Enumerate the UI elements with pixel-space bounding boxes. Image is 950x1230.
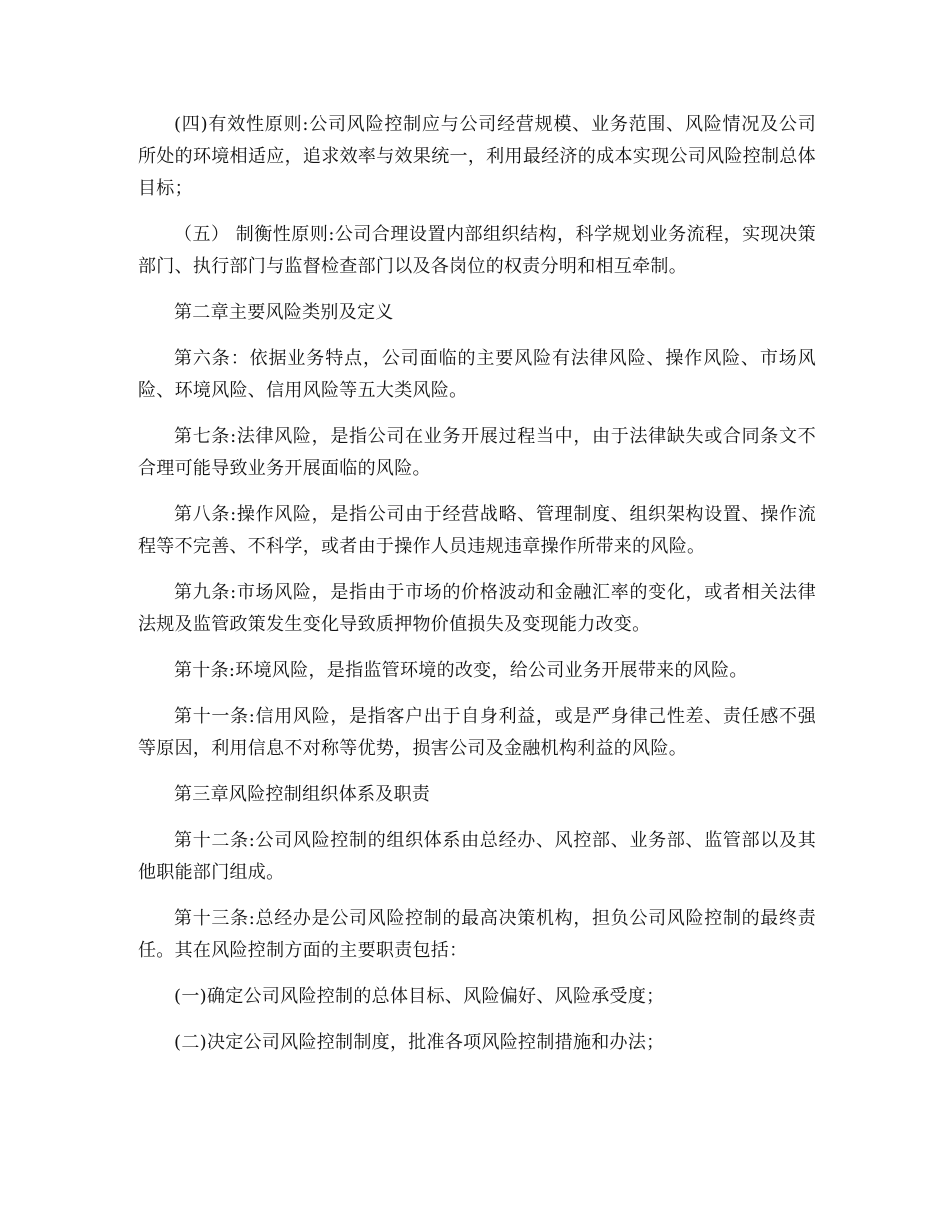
article-9: 第九条:市场风险，是指由于市场的价格波动和金融汇率的变化，或者相关法律法规及监管政策发生变化导致质押物价值损失及变现能力改变。 — [138, 582, 816, 635]
paragraph-principle-4: (四)有效性原则:公司风险控制应与公司经营规模、业务范围、风险情况及公司所处的环境相适应，追求效率与效果统一，利用最经济的成本实现公司风险控制总体目标； — [138, 114, 816, 199]
article-6: 第六条：依据业务特点，公司面临的主要风险有法律风险、操作风险、市场风险、环境风险、信用风险等五大类风险。 — [138, 348, 816, 401]
article-8: 第八条:操作风险，是指公司由于经营战略、管理制度、组织架构设置、操作流程等不完善、不科学，或者由于操作人员违规违章操作所带来的风险。 — [138, 504, 816, 557]
article-10: 第十条:环境风险，是指监管环境的改变，给公司业务开展带来的风险。 — [174, 660, 748, 681]
document-page — [138, 109, 816, 1073]
article-12: 第十二条:公司风险控制的组织体系由总经办、风控部、业务部、监管部以及其他职能部门组成。 — [138, 830, 816, 883]
chapter-2-heading: 第二章主要风险类别及定义 — [174, 302, 394, 323]
chapter-3-heading: 第三章风险控制组织体系及职责 — [174, 784, 431, 805]
duty-item-1: (一)确定公司风险控制的总体目标、风险偏好、风险承受度； — [174, 986, 665, 1007]
article-13: 第十三条:总经办是公司风险控制的最高决策机构，担负公司风险控制的最终责任。其在风险控制方面的主要职责包括： — [138, 908, 816, 961]
article-11: 第十一条:信用风险，是指客户出于自身利益，或是严身律己性差、责任感不强等原因，利用信息不对称等优势，损害公司及金融机构利益的风险。 — [138, 706, 816, 759]
article-7: 第七条:法律风险，是指公司在业务开展过程当中，由于法律缺失或合同条文不合理可能导致业务开展面临的风险。 — [138, 426, 816, 479]
duty-item-2: (二)决定公司风险控制制度，批准各项风险控制措施和办法； — [174, 1032, 665, 1053]
paragraph-principle-5: （五） 制衡性原则:公司合理设置内部组织结构，科学规划业务流程，实现决策部门、执行部门与监督检查部门以及各岗位的权责分明和相互牵制。 — [138, 224, 816, 277]
